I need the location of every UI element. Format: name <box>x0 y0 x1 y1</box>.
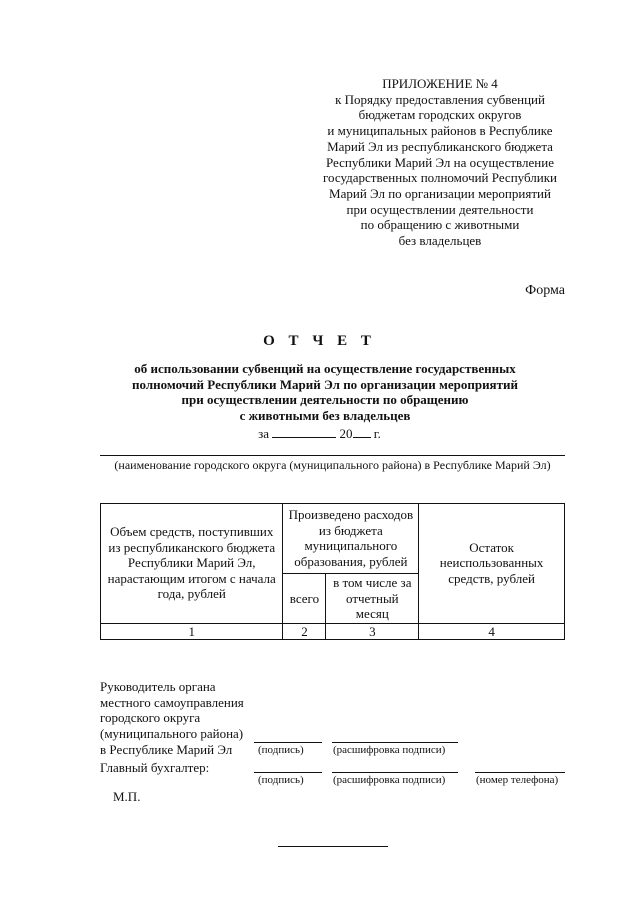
year-blank[interactable] <box>353 426 371 438</box>
head-line: (муниципального района) <box>100 726 244 742</box>
column-number: 1 <box>101 623 283 640</box>
head-decoding-line[interactable] <box>332 742 458 743</box>
head-line: Руководитель органа <box>100 679 216 694</box>
appendix-line: Марий Эл по организации мероприятий <box>329 185 551 201</box>
chief-accountant-label: Главный бухгалтер: <box>100 760 210 775</box>
appendix-line: бюджетам городских округов <box>358 107 522 123</box>
stamp-place: М.П. <box>113 789 141 804</box>
col-remaining-funds: Остаток неиспользованных средств, рублей <box>419 503 565 623</box>
phone-line[interactable] <box>475 772 565 773</box>
head-signature-line[interactable] <box>254 742 322 743</box>
report-title: О Т Ч Е Т <box>263 333 376 349</box>
appendix-line: Республики Марий Эл на осуществление <box>326 154 554 170</box>
subtitle-line: с животными без владельцев <box>239 408 411 424</box>
column-number: 2 <box>283 623 326 640</box>
column-number: 4 <box>419 623 565 640</box>
form-label: Форма <box>525 283 565 298</box>
period-suffix: г. <box>373 426 381 441</box>
col-reporting-month: в том числе за отчетный месяц <box>326 574 419 624</box>
subtitle-line: полномочий Республики Марий Эл по организации мероприятий <box>132 376 518 392</box>
accountant-signature-line[interactable] <box>254 772 322 773</box>
head-line: городского округа <box>100 710 201 726</box>
column-number: 3 <box>326 623 419 640</box>
subtitle-line: об использовании субвенций на осуществление государственных <box>134 361 516 376</box>
period-year-prefix: 20 <box>339 426 353 441</box>
appendix-line: при осуществлении деятельности <box>346 201 534 217</box>
head-line: в Республике Марий Эл <box>100 741 233 757</box>
head-signatory <box>100 679 244 758</box>
report-table <box>100 503 565 640</box>
appendix-line: и муниципальных районов в Республике <box>327 123 553 139</box>
appendix-line: государственных полномочий Республики <box>323 170 557 186</box>
accountant-decoding-caption: (расшифровка подписи) <box>333 774 446 786</box>
footer-divider <box>278 846 388 847</box>
col-total: всего <box>283 574 326 624</box>
appendix-line: Марий Эл из республиканского бюджета <box>327 138 553 154</box>
appendix-header <box>300 76 580 249</box>
report-period <box>0 426 639 442</box>
period-prefix: за <box>258 426 270 441</box>
head-signature-caption: (подпись) <box>258 744 304 756</box>
subtitle-line: при осуществлении деятельности по обращению <box>181 392 469 408</box>
org-name-line[interactable] <box>100 455 565 456</box>
appendix-line: по обращению с животными <box>360 217 520 233</box>
head-decoding-caption: (расшифровка подписи) <box>333 744 446 756</box>
col-group-expenses: Произведено расходов из бюджета муниципального образования, рублей <box>283 503 419 574</box>
col-received-funds: Объем средств, поступивших из республиканского бюджета Республики Марий Эл, нарастающим итогом с начала года, рублей <box>101 503 283 623</box>
appendix-line: ПРИЛОЖЕНИЕ № 4 <box>382 76 498 91</box>
accountant-decoding-line[interactable] <box>332 772 458 773</box>
head-line: местного самоуправления <box>100 694 244 710</box>
report-subtitle <box>90 361 560 424</box>
month-blank[interactable] <box>272 426 336 438</box>
org-name-caption: (наименование городского округа (муниципального района) в Республике Марий Эл) <box>114 458 551 472</box>
appendix-line: без владельцев <box>398 233 482 249</box>
phone-caption: (номер телефона) <box>476 774 559 786</box>
accountant-signature-caption: (подпись) <box>258 774 304 786</box>
appendix-line: к Порядку предоставления субвенций <box>335 91 545 107</box>
